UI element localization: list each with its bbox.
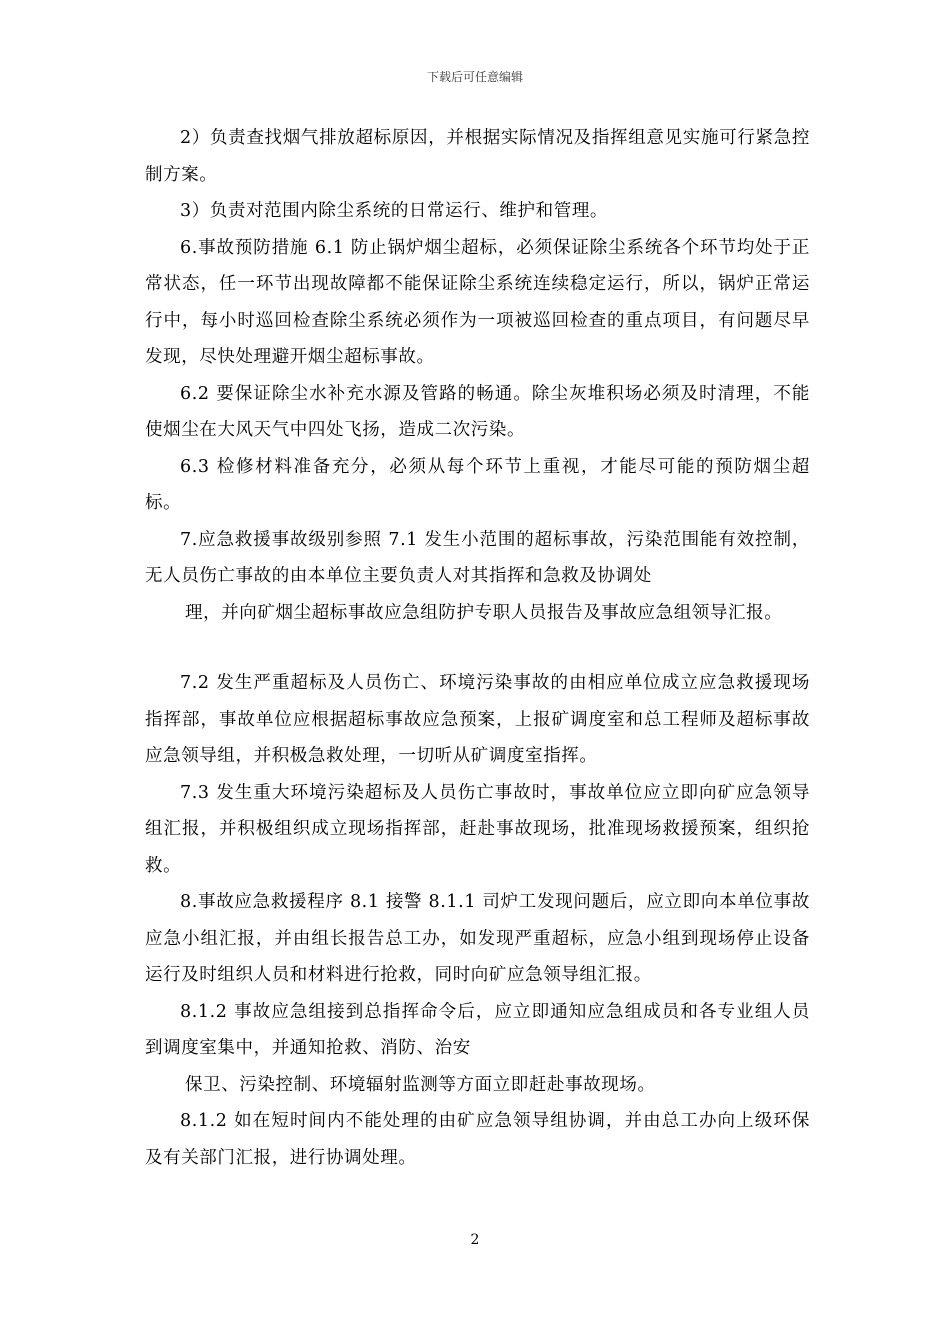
document-body <box>145 120 810 1176</box>
paragraph: 2）负责查找烟气排放超标原因，并根据实际情况及指挥组意见实施可行紧急控制方案。 <box>145 128 810 185</box>
paragraph: 7.应急救援事故级别参照 7.1 发生小范围的超标事故，污染范围能有效控制，无人员伤亡事故的由本单位主要负责人对其指挥和急救及协调处 <box>145 529 810 586</box>
paragraph: 8.事故应急救援程序 8.1 接警 8.1.1 司炉工发现问题后，应立即向本单位事故应急小组汇报，并由组长报告总工办，如发现严重超标，应急小组到现场停止设备运行及时组织人员和材料进行抢救，同时向矿应急领导组汇报。 <box>145 892 810 985</box>
paragraph: 7.2 发生严重超标及人员伤亡、环境污染事故的由相应单位成立应急救援现场指挥部，事故单位应根据超标事故应急预案，上报矿调度室和总工程师及超标事故应急领导组，并积极急救处理，一切听从矿调度室指挥。 <box>145 673 810 766</box>
paragraph: 理，并向矿烟尘超标事故应急组防护专职人员报告及事故应急组领导汇报。 <box>185 602 783 623</box>
page-header: 下载后可任意编辑 <box>426 70 523 84</box>
paragraph: 3）负责对范围内除尘系统的日常运行、维护和管理。 <box>180 201 609 221</box>
paragraph: 保卫、污染控制、环境辐射监测等方面立即赶赴事故现场。 <box>185 1074 656 1095</box>
page-number: 2 <box>470 1232 480 1248</box>
paragraph: 6.3 检修材料准备充分，必须从每个环节上重视，才能尽可能的预防烟尘超标。 <box>145 456 810 513</box>
paragraph: 6.事故预防措施 6.1 防止锅炉烟尘超标，必须保证除尘系统各个环节均处于正常状态，任一环节出现故障都不能保证除尘系统连续稳定运行，所以，锅炉正常运行中，每小时巡回检查除尘系统必须作为一项被巡回检查的重点项目，有问题尽早发现，尽快处理避开烟尘超标事故。 <box>145 237 810 367</box>
paragraph: 8.1.2 事故应急组接到总指挥命令后，应立即通知应急组成员和各专业组人员到调度室集中，并通知抢救、消防、治安 <box>145 1001 810 1058</box>
paragraph: 8.1.2 如在短时间内不能处理的由矿应急领导组协调，并由总工办向上级环保及有关部门汇报，进行协调处理。 <box>145 1111 810 1168</box>
paragraph: 7.3 发生重大环境污染超标及人员伤亡事故时，事故单位应立即向矿应急领导组汇报，并积极组织成立现场指挥部，赶赴事故现场，批准现场救援预案，组织抢救。 <box>145 782 810 876</box>
paragraph: 6.2 要保证除尘水补充水源及管路的畅通。除尘灰堆积场必须及时清理，不能使烟尘在大风天气中四处飞扬，造成二次污染。 <box>145 383 810 440</box>
